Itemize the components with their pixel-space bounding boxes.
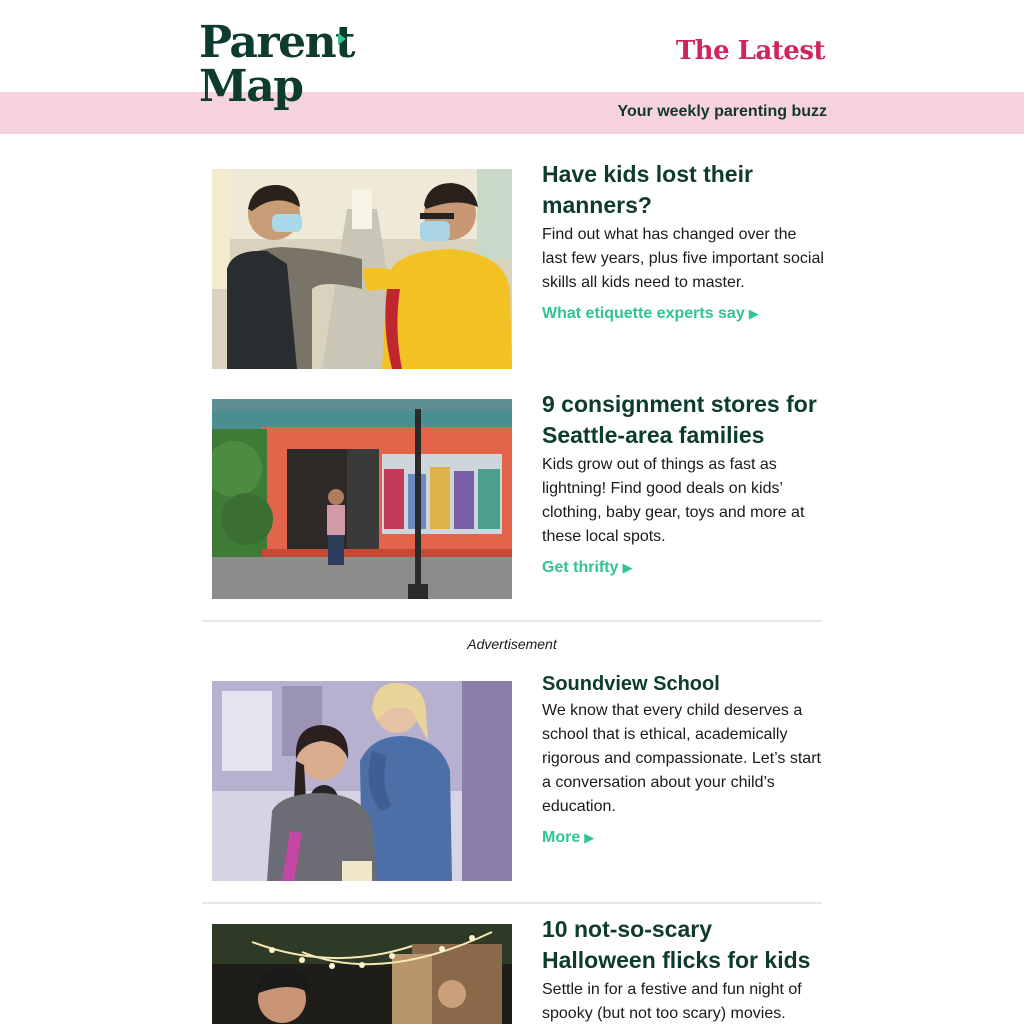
ad-cta-link[interactable]	[542, 829, 594, 847]
logo-line-2: Map	[199, 61, 303, 112]
play-arrow-icon: ▶	[748, 306, 759, 321]
advertisement-label: Advertisement	[467, 636, 557, 652]
section-divider	[202, 620, 822, 622]
section-title: The Latest	[675, 36, 825, 66]
article-description: Find out what has changed over the last few years, plus five important social skills all kids need to master.	[542, 226, 824, 291]
kids-elbow-bump-photo	[212, 169, 512, 369]
consignment-storefront-photo	[212, 399, 512, 599]
article-image-halloween[interactable]	[212, 924, 512, 1024]
teacher-and-student-photo	[212, 681, 512, 881]
article-card-manners	[212, 161, 824, 369]
article-image-manners[interactable]	[212, 169, 512, 369]
tagline-banner	[0, 92, 1024, 134]
article-cta-link[interactable]	[542, 305, 759, 323]
logo-play-icon	[338, 33, 346, 45]
outdoor-movie-night-photo	[212, 924, 512, 1024]
play-arrow-icon: ▶	[622, 560, 633, 575]
article-title[interactable]: 10 not-so-scary Halloween flicks for kids	[542, 916, 811, 973]
article-text-manners	[542, 159, 824, 323]
email-header	[0, 0, 1024, 92]
cta-label: More	[542, 829, 581, 846]
article-title[interactable]: Have kids lost their manners?	[542, 161, 753, 218]
advertisement-card	[212, 673, 824, 881]
play-arrow-icon: ▶	[584, 830, 595, 845]
cta-label: What etiquette experts say	[542, 305, 745, 322]
article-description: Settle in for a festive and fun night of spooky (but not too scary) movies.	[542, 981, 802, 1022]
ad-description: We know that every child deserves a school that is ethical, academically rigorous and compassionate. Let’s start a conversation about your child’s education.	[542, 702, 821, 815]
article-description: Kids grow out of things as fast as lightning! Find good deals on kids’ clothing, baby gear, toys and more at these local spots.	[542, 456, 805, 545]
article-card-halloween	[212, 916, 824, 1024]
ad-text	[542, 671, 824, 847]
section-divider	[202, 902, 822, 904]
cta-label: Get thrifty	[542, 559, 619, 576]
parentmap-logo[interactable]	[199, 17, 359, 120]
article-title[interactable]: 9 consignment stores for Seattle-area families	[542, 391, 817, 448]
ad-image[interactable]	[212, 681, 512, 881]
article-card-consignment	[212, 391, 824, 599]
article-cta-link[interactable]	[542, 559, 632, 577]
article-image-consignment[interactable]	[212, 399, 512, 599]
logo-line-1: Parent	[199, 17, 354, 68]
ad-title[interactable]: Soundview School	[542, 673, 720, 695]
article-text-consignment	[542, 389, 824, 577]
article-text-halloween	[542, 914, 824, 1024]
tagline: Your weekly parenting buzz	[617, 103, 827, 120]
